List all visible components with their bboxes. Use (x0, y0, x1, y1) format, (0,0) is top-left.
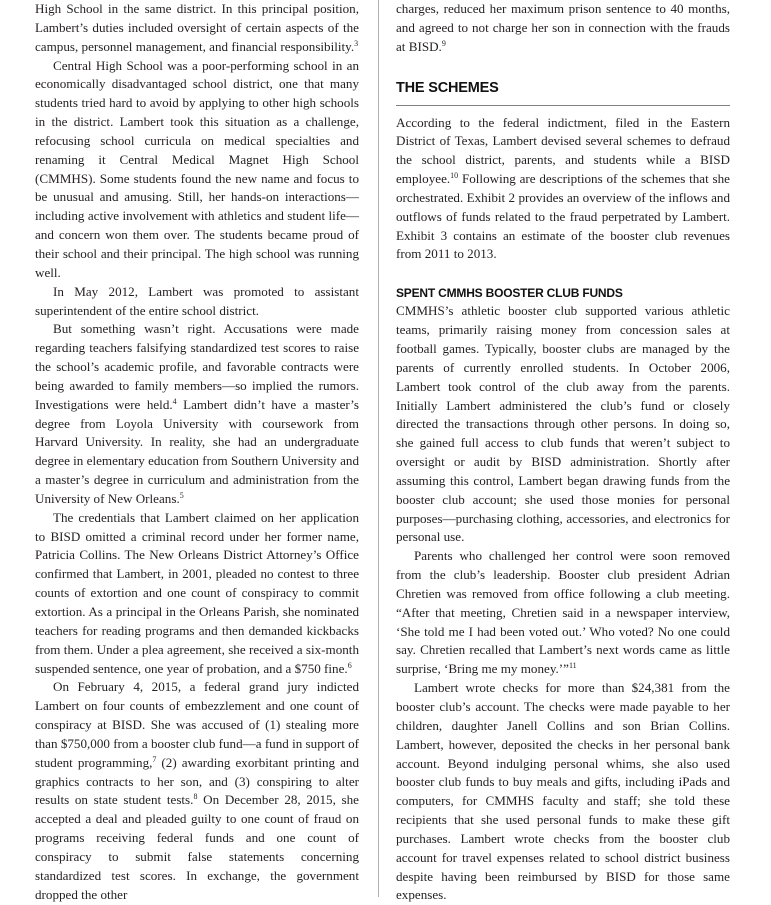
footnote-ref: 7 (152, 754, 157, 764)
right-column (396, 0, 730, 905)
left-column (35, 0, 359, 905)
paragraph-duties (35, 0, 359, 57)
paragraph-text: Lambert didn’t have a master’s degree from Loyola University with coursework from Harvard University. In reality, she had an undergraduate degree in elementary education from Southern University and a master’s degree in curriculum and administration from the University of New Orleans. (35, 396, 359, 506)
paragraph-credentials (35, 509, 359, 679)
footnote-ref: 8 (193, 792, 198, 802)
paragraph-promotion (35, 283, 359, 321)
footnote-ref: 11 (568, 661, 577, 671)
paragraph-checks (396, 679, 730, 905)
paragraph-text: Central High School was a poor-performing school in an economically disadvantaged school district, one that many students tried hard to avoid by applying to other high schools in the district. Lambert took this situation as a challenge, refocusing school curricula on medical specialties and renaming it Central Medical Magnet High School (CMMHS). Some students found the new name and focus to be unusual and amusing. Still, her hands-on interactions—including active involvement with athletics and student life—and concern won them over. The students became proud of their school and their principal. The high school was running well. (35, 57, 359, 280)
paragraph-text: CMMHS’s athletic booster club supported various athletic teams, primarily raising money from concession sales at football games. Typically, booster clubs are managed by the parents of currently enrolled students. In October 2006, Lambert took control of the club away from the parents. Initially Lambert administered the club’s fund or closely directed the transactions through other persons. In doing so, she gained full access to club funds that weren’t subject to oversight or audit by BISD administration. Shortly after assuming this control, Lambert began drawing funds from the booster club account; she used those monies for personal purposes—purchasing clothing, accessories, and electronics for personal use. (396, 303, 730, 545)
column-divider (378, 0, 379, 897)
section-heading-schemes: THE SCHEMES (396, 79, 499, 96)
footnote-ref: 6 (347, 660, 352, 670)
footnote-ref: 5 (179, 490, 184, 500)
paragraph-text: Lambert wrote checks for more than $24,381 from the booster club’s account. The checks were made payable to her children, daughter Janell Collins and son Brian Collins. Lambert, however, deposited the checks in her personal bank account. Beyond indulging personal whims, she also used booster club funds to buy meals and gifts, including iPads and computers, for CMMHS faculty and staff; she told these recipients that she used personal funds to make these gift purchases. Lambert wrote checks from the booster club account for travel expenses related to school district business despite having been reimbursed by BISD for those same expenses. (396, 680, 730, 903)
paragraph-text: Parents who challenged her control were soon removed from the club’s leadership. Booster club president Adrian Chretien was removed from office following a club meeting. “After that meeting, Chretien said in a newspaper interview, ‘She told me I had been voted out.’ Who voted? No one could say. Chretien recalled that Lambert’s next words came as little surprise, ‘Bring me my money.’” (396, 548, 730, 677)
paragraph-text: According to the federal indictment, filed in the Eastern District of Texas, Lambert devised several schemes to defraud the school district, parents, and students while a BISD employee. (396, 114, 730, 187)
paragraph-accusations (35, 320, 359, 508)
paragraph-text: (2) awarding exorbitant printing and graphics contracts to her son, and (3) conspiring to alter results on state student tests. (35, 754, 359, 808)
footnote-ref: 10 (450, 171, 459, 181)
paragraph-text: On February 4, 2015, a federal grand jury indicted Lambert on four counts of embezzlement and one count of conspiracy at BISD. She was accused of (1) stealing more than $750,000 from a booster club fund—a fund in support of student programming, (35, 679, 360, 770)
footnote-ref: 9 (441, 38, 446, 48)
paragraph-text: Following are descriptions of the schemes that she orchestrated. Exhibit 2 provides an overview of the inflows and outflows of funds related to the fraud perpetrated by Lambert. Exhibit 3 contains an estimate of the booster club revenues from 2011 to 2013. (396, 171, 730, 262)
paragraph-charges (396, 0, 730, 57)
paragraph-text: But something wasn’t right. Accusations were made regarding teachers falsifying standardized test scores to raise the school’s academic profile, and favorable contracts were being awarded to family members—so implied the rumors. Investigations were held. (35, 321, 359, 412)
paragraph-text: charges, reduced her maximum prison sentence to 40 months, and agreed to not charge her son in connection with the frauds at BISD. (396, 1, 730, 54)
paragraph-text: In May 2012, Lambert was promoted to assistant superintendent of the entire school district. (35, 283, 359, 318)
paragraph-schemes (396, 114, 730, 265)
paragraph-parents (396, 547, 730, 679)
paragraph-text: On December 28, 2015, she accepted a deal and pleaded guilty to one count of fraud on programs receiving federal funds and one count of conspiracy to submit false statements concerning standardized test scores. In exchange, the government dropped the other (35, 792, 359, 902)
footnote-ref: 3 (354, 38, 359, 48)
footnote-ref: 4 (172, 396, 177, 406)
paragraph-booster-club (396, 302, 730, 547)
heading-rule (396, 105, 730, 106)
paragraph-central-high (35, 57, 359, 283)
spacer (396, 264, 730, 284)
paragraph-indictment (35, 678, 359, 904)
paragraph-text: The credentials that Lambert claimed on her application to BISD omitted a criminal record under her former name, Patricia Collins. The New Orleans District Attorney’s Office confirmed that Lambert, in 2001, pleaded no contest to three counts of extortion and one count of conspiracy to commit extortion. As a principal in the Orleans Parish, she nominated teachers for reading programs and then demanded kickbacks from them. Under a plea agreement, she received a six-month suspended sentence, one year of probation, and a $750 fine. (35, 509, 359, 676)
spacer (396, 57, 730, 77)
subheading-booster-club: SPENT CMMHS BOOSTER CLUB FUNDS (396, 286, 623, 301)
paragraph-text: High School in the same district. In this principal position, Lambert’s duties included oversight of certain aspects of the campus, personnel management, and financial responsibility. (35, 1, 359, 54)
